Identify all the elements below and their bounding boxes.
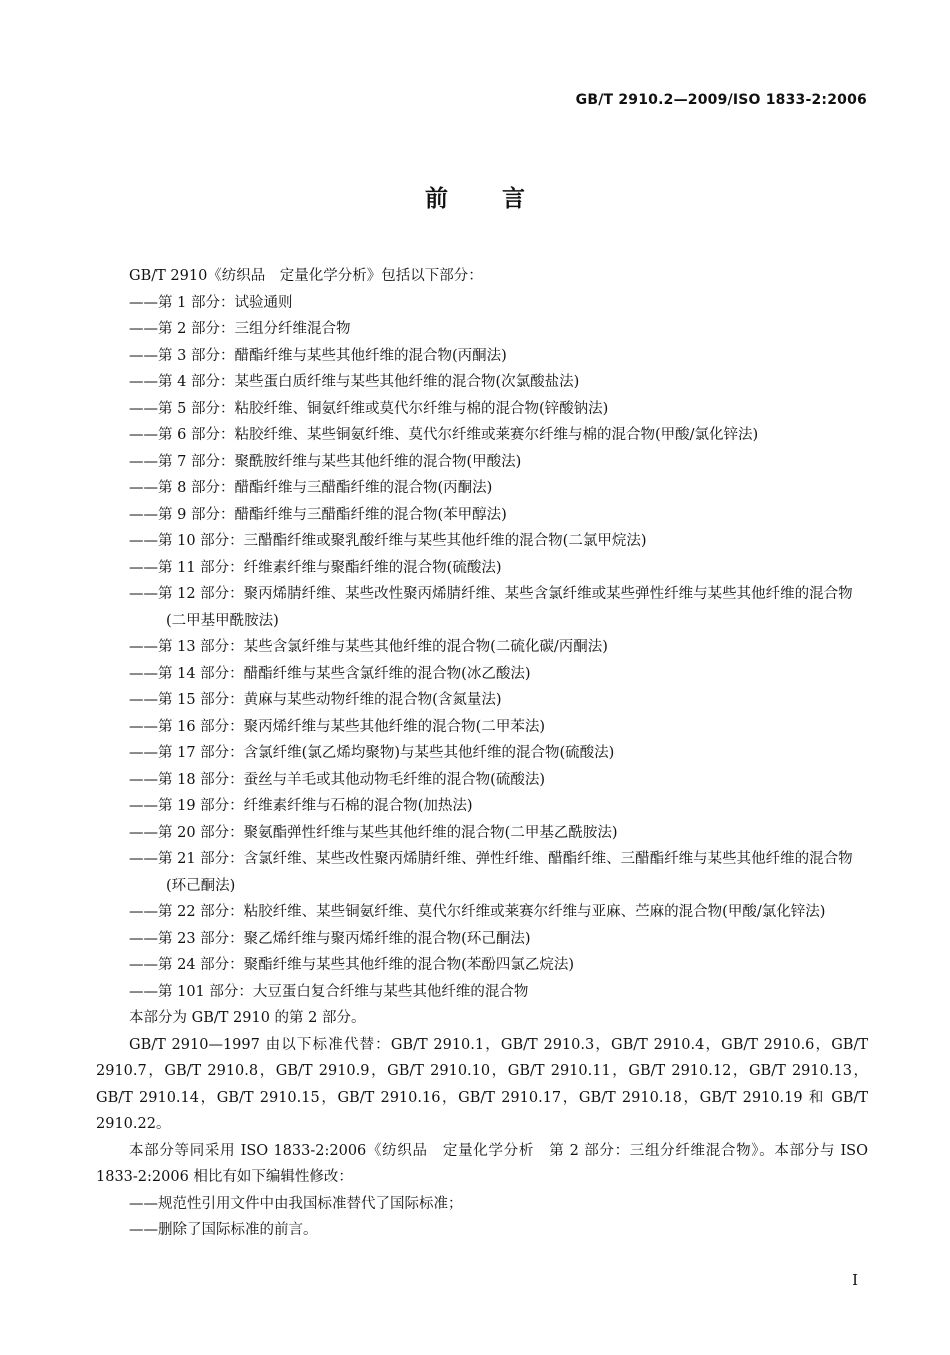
- paragraph-adoption: 本部分等同采用 ISO 1833-2:2006《纺织品 定量化学分析 第 2 部分：三组分纤维混合物》。本部分与 ISO 1833-2:2006 相比有如下编辑性修改：: [96, 1142, 868, 1185]
- page-number: I: [852, 1271, 858, 1289]
- part-item-text: 第 7 部分：聚酰胺纤维与某些其他纤维的混合物(甲酸法): [158, 453, 522, 470]
- part-item: [96, 846, 868, 899]
- part-item: [96, 369, 868, 396]
- part-item-text: 第 20 部分：聚氨酯弹性纤维与某些其他纤维的混合物(二甲基乙酰胺法): [158, 824, 618, 841]
- dash-marker: ——: [129, 930, 158, 947]
- part-item: [96, 952, 868, 979]
- part-item: [96, 899, 868, 926]
- part-item: [96, 475, 868, 502]
- dash-marker: ——: [129, 347, 158, 364]
- dash-marker: ——: [129, 1222, 158, 1238]
- dash-marker: ——: [129, 718, 158, 735]
- part-item: [96, 793, 868, 820]
- part-item: [96, 396, 868, 423]
- part-item: [96, 767, 868, 794]
- part-item-text: 第 5 部分：粘胶纤维、铜氨纤维或莫代尔纤维与棉的混合物(锌酸钠法): [158, 400, 609, 417]
- dash-marker: ——: [129, 957, 158, 973]
- paragraph-replaces: GB/T 2910—1997 由以下标准代替：GB/T 2910.1，GB/T 2910.3，GB/T 2910.4，GB/T 2910.6，GB/T 2910.7，GB/T 2910.8，GB/T 2910.9，GB/T 2910.10，GB/T 2910.11，GB/T 2910.12，GB/T 2910.13，GB/T 2910.14，GB/T 2910.15，GB/T 2910.16，GB/T 2910.17，GB/T 2910.18，GB/T 2910.19 和 GB/T 2910.22。: [96, 1036, 868, 1132]
- dash-marker: ——: [129, 506, 158, 523]
- dash-marker: ——: [129, 824, 158, 841]
- part-item: [96, 581, 868, 634]
- dash-marker: ——: [129, 427, 158, 443]
- dash-marker: ——: [129, 321, 158, 337]
- document-body: [96, 263, 868, 1244]
- part-item-text: 第 101 部分：大豆蛋白复合纤维与某些其他纤维的混合物: [158, 983, 529, 1000]
- dash-marker: ——: [129, 533, 158, 549]
- part-item-text: 第 16 部分：聚丙烯纤维与某些其他纤维的混合物(二甲苯法): [158, 718, 545, 735]
- modification-list: [96, 1191, 868, 1244]
- part-item: [96, 714, 868, 741]
- part-item: [96, 926, 868, 953]
- dash-marker: ——: [129, 453, 158, 470]
- part-item: [96, 290, 868, 317]
- part-item-text: 第 13 部分：某些含氯纤维与某些其他纤维的混合物(二硫化碳/丙酮法): [158, 639, 608, 655]
- part-item: [96, 634, 868, 661]
- part-item-text: 第 10 部分：三醋酯纤维或聚乳酸纤维与某些其他纤维的混合物(二氯甲烷法): [158, 533, 647, 549]
- part-item-text: 第 17 部分：含氯纤维(氯乙烯均聚物)与某些其他纤维的混合物(硫酸法): [158, 745, 615, 761]
- part-item-text: 第 14 部分：醋酯纤维与某些含氯纤维的混合物(冰乙酸法): [158, 665, 531, 682]
- part-item-text: 第 3 部分：醋酯纤维与某些其他纤维的混合物(丙酮法): [158, 347, 507, 364]
- part-item-text: 第 19 部分：纤维素纤维与石棉的混合物(加热法): [158, 798, 473, 814]
- part-item-text: 第 18 部分：蚕丝与羊毛或其他动物毛纤维的混合物(硫酸法): [158, 771, 545, 788]
- dash-marker: ——: [129, 294, 158, 311]
- dash-marker: ——: [129, 559, 158, 576]
- part-item: [96, 979, 868, 1006]
- part-item-text: 第 4 部分：某些蛋白质纤维与某些其他纤维的混合物(次氯酸盐法): [158, 374, 580, 390]
- dash-marker: ——: [129, 400, 158, 417]
- part-item-text: 第 24 部分：聚酯纤维与某些其他纤维的混合物(苯酚四氯乙烷法): [158, 957, 574, 973]
- part-item-text: 第 21 部分：含氯纤维、某些改性聚丙烯腈纤维、弹性纤维、醋酯纤维、三醋酯纤维与某些其他纤维的混合物(环己酮法): [158, 851, 853, 894]
- part-item: [96, 422, 868, 449]
- part-item-text: 第 2 部分：三组分纤维混合物: [158, 321, 351, 337]
- part-item: [96, 740, 868, 767]
- dash-marker: ——: [129, 798, 158, 814]
- modification-item-text: 规范性引用文件中由我国标准替代了国际标准；: [158, 1195, 463, 1212]
- dash-marker: ——: [129, 771, 158, 788]
- part-item: [96, 449, 868, 476]
- part-item-text: 第 9 部分：醋酯纤维与三醋酯纤维的混合物(苯甲醇法): [158, 506, 507, 523]
- part-item-text: 第 23 部分：聚乙烯纤维与聚丙烯纤维的混合物(环己酮法): [158, 930, 531, 947]
- part-list: [96, 290, 868, 1006]
- modification-item: [96, 1217, 868, 1244]
- page-title: 前言: [425, 186, 579, 212]
- paragraph-part-of: 本部分为 GB/T 2910 的第 2 部分。: [129, 1010, 366, 1026]
- part-item: [96, 687, 868, 714]
- dash-marker: ——: [129, 745, 158, 761]
- part-item-text: 第 11 部分：纤维素纤维与聚酯纤维的混合物(硫酸法): [158, 559, 502, 576]
- part-item-text: 第 6 部分：粘胶纤维、某些铜氨纤维、莫代尔纤维或莱赛尔纤维与棉的混合物(甲酸/氯化锌法): [158, 427, 759, 443]
- part-item: [96, 502, 868, 529]
- dash-marker: ——: [129, 692, 158, 708]
- part-item: [96, 343, 868, 370]
- part-item: [96, 316, 868, 343]
- dash-marker: ——: [129, 480, 158, 496]
- dash-marker: ——: [129, 1195, 158, 1212]
- dash-marker: ——: [129, 851, 158, 867]
- part-item-text: 第 22 部分：粘胶纤维、某些铜氨纤维、莫代尔纤维或莱赛尔纤维与亚麻、苎麻的混合物(甲酸/氯化锌法): [158, 904, 826, 920]
- intro-paragraph: GB/T 2910《纺织品 定量化学分析》包括以下部分：: [129, 268, 483, 284]
- dash-marker: ——: [129, 904, 158, 920]
- part-item: [96, 661, 868, 688]
- part-item: [96, 555, 868, 582]
- dash-marker: ——: [129, 665, 158, 682]
- part-item-text: 第 12 部分：聚丙烯腈纤维、某些改性聚丙烯腈纤维、某些含氯纤维或某些弹性纤维与某些其他纤维的混合物(二甲基甲酰胺法): [158, 586, 853, 629]
- dash-marker: ——: [129, 586, 158, 602]
- part-item: [96, 528, 868, 555]
- dash-marker: ——: [129, 374, 158, 390]
- part-item-text: 第 8 部分：醋酯纤维与三醋酯纤维的混合物(丙酮法): [158, 480, 493, 496]
- modification-item-text: 删除了国际标准的前言。: [158, 1222, 318, 1238]
- part-item-text: 第 15 部分：黄麻与某些动物纤维的混合物(含氮量法): [158, 692, 502, 708]
- part-item-text: 第 1 部分：试验通则: [158, 294, 293, 311]
- part-item: [96, 820, 868, 847]
- dash-marker: ——: [129, 639, 158, 655]
- modification-item: [96, 1191, 868, 1218]
- dash-marker: ——: [129, 983, 158, 1000]
- standard-number: GB/T 2910.2—2009/ISO 1833-2:2006: [575, 92, 867, 108]
